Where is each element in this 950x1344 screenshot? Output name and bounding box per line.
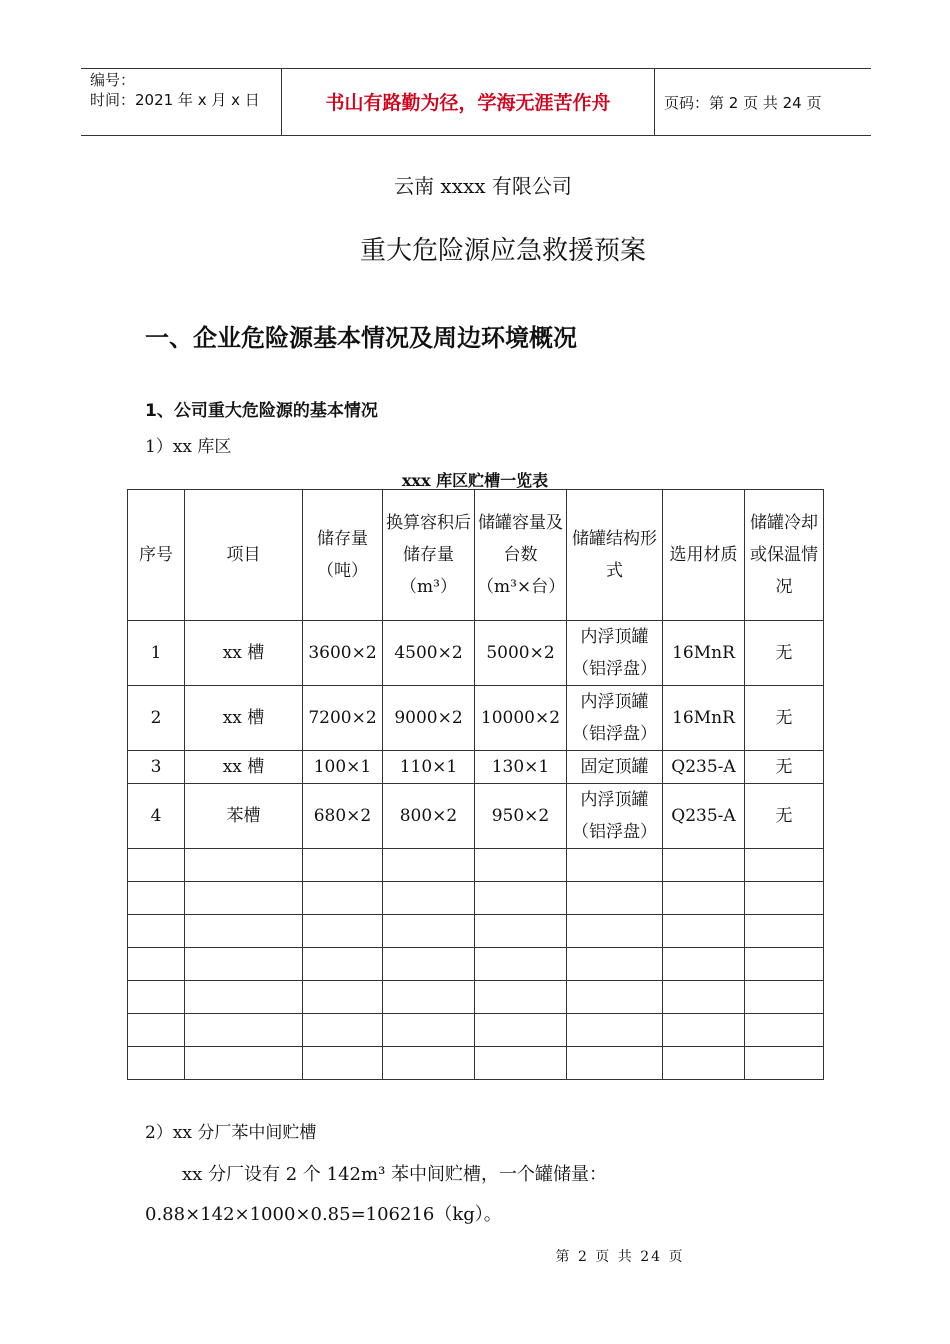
table-cell: 110×1 <box>383 751 475 784</box>
table-row <box>128 686 824 751</box>
table-empty-row <box>128 1014 824 1047</box>
tank-table <box>127 489 824 1080</box>
table-cell: 苯槽 <box>185 784 303 849</box>
table-cell: 2 <box>128 686 185 751</box>
table-empty-row <box>128 948 824 981</box>
header-cell: 储罐冷却或保温情况 <box>745 490 824 621</box>
item-2-heading: 2）xx 分厂苯中间贮槽 <box>145 1123 317 1143</box>
table-cell: 100×1 <box>303 751 383 784</box>
header-cell: 储罐容量及台数（m³×台） <box>475 490 567 621</box>
table-empty-row <box>128 915 824 948</box>
table-cell: 内浮顶罐（铝浮盘） <box>567 621 663 686</box>
header-time: 时间：2021 年 x 月 x 日 <box>90 91 260 109</box>
header-meta <box>90 70 260 110</box>
table-row <box>128 784 824 849</box>
table-empty-row <box>128 1047 824 1080</box>
header-cell: 储罐结构形式 <box>567 490 663 621</box>
page-footer: 第 2 页 共 24 页 <box>555 1249 685 1265</box>
table-cell: 无 <box>745 784 824 849</box>
subsection-title: 1、公司重大危险源的基本情况 <box>145 401 378 421</box>
table-cell: Q235-A <box>663 751 745 784</box>
table-caption: xxx 库区贮槽一览表 <box>401 471 549 490</box>
header-divider-right <box>654 68 655 136</box>
header-bottom-rule <box>81 135 871 136</box>
table-cell: 无 <box>745 621 824 686</box>
document-title: 重大危险源应急救援预案 <box>359 236 646 266</box>
table-cell: 680×2 <box>303 784 383 849</box>
header-cell: 储存量（吨） <box>303 490 383 621</box>
table-cell: 无 <box>745 686 824 751</box>
company-name: 云南 xxxx 有限公司 <box>394 174 572 198</box>
table-cell: 7200×2 <box>303 686 383 751</box>
table-cell: 3600×2 <box>303 621 383 686</box>
table-row <box>128 751 824 784</box>
table-cell: 3 <box>128 751 185 784</box>
table-cell: 1 <box>128 621 185 686</box>
table-empty-row <box>128 849 824 882</box>
table-cell: 固定顶罐 <box>567 751 663 784</box>
table-empty-row <box>128 882 824 915</box>
header-cell: 序号 <box>128 490 185 621</box>
header-motto: 书山有路勤为径，学海无涯苦作舟 <box>325 92 611 114</box>
table-cell: 9000×2 <box>383 686 475 751</box>
table-row <box>128 621 824 686</box>
paragraph: 0.88×142×1000×0.85=106216（kg）。 <box>145 1204 502 1225</box>
table-cell: 无 <box>745 751 824 784</box>
table-cell: 16MnR <box>663 686 745 751</box>
table-cell: xx 槽 <box>185 686 303 751</box>
table-cell: xx 槽 <box>185 751 303 784</box>
table-cell: 4500×2 <box>383 621 475 686</box>
table-cell: 内浮顶罐（铝浮盘） <box>567 686 663 751</box>
table-cell: 800×2 <box>383 784 475 849</box>
table-empty-row <box>128 981 824 1014</box>
header-cell: 换算容积后储存量（m³） <box>383 490 475 621</box>
table-cell: 4 <box>128 784 185 849</box>
paragraph: xx 分厂设有 2 个 142m³ 苯中间贮槽，一个罐储量： <box>182 1164 608 1185</box>
header-cell: 选用材质 <box>663 490 745 621</box>
item-1-heading: 1）xx 库区 <box>145 437 232 457</box>
header-page-info: 页码：第 2 页 共 24 页 <box>664 94 822 112</box>
table-cell: 内浮顶罐（铝浮盘） <box>567 784 663 849</box>
table-cell: 130×1 <box>475 751 567 784</box>
header-number: 编号： <box>90 71 136 89</box>
table-cell: 950×2 <box>475 784 567 849</box>
table-cell: 10000×2 <box>475 686 567 751</box>
table-header-row <box>128 490 824 621</box>
table-cell: 16MnR <box>663 621 745 686</box>
table-cell: xx 槽 <box>185 621 303 686</box>
table-cell: 5000×2 <box>475 621 567 686</box>
table-cell: Q235-A <box>663 784 745 849</box>
header-top-rule <box>81 68 871 69</box>
section-title: 一、企业危险源基本情况及周边环境概况 <box>145 324 577 352</box>
header-cell: 项目 <box>185 490 303 621</box>
